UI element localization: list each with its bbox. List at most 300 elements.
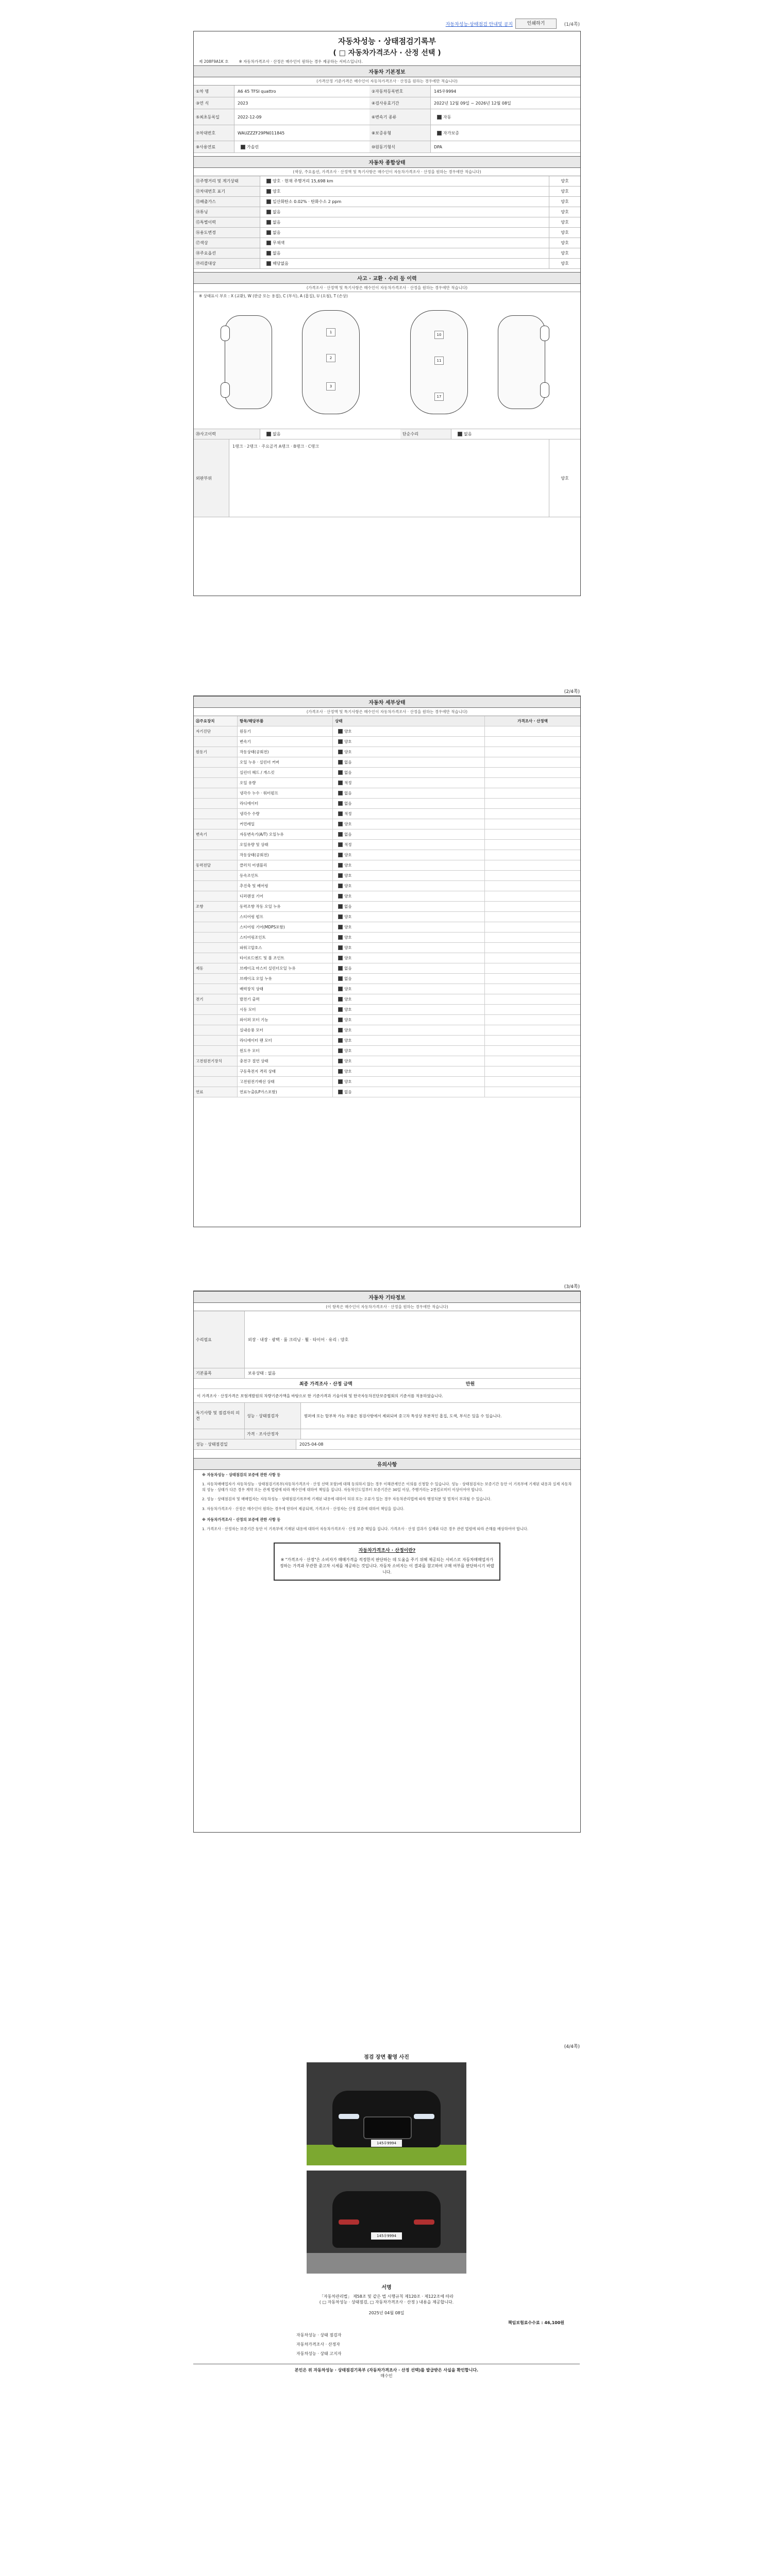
detail-item: 냉각수 수량 [238, 809, 333, 819]
photos-title: 점검 장면 촬영 사진 [364, 2055, 409, 2060]
rear-photo [307, 2171, 466, 2274]
state-row [194, 248, 580, 259]
detail-group [194, 850, 238, 860]
detail-item: 라디에이터 팬 모터 [238, 1036, 333, 1045]
col-device: ㉑주요장치 [194, 716, 238, 726]
detail-state: 양호 [333, 891, 485, 901]
engine-type: DPA [434, 144, 442, 149]
state-result: 양호 [549, 197, 580, 207]
accident-sub: (가격조사 · 산정액 및 특기사항은 매수인이 자동차가격조사 · 산정을 원하는 경우에만 적습니다) [194, 284, 580, 292]
label: ①차 명 [194, 86, 234, 97]
signer-notifier: 자동차성능 · 상태 고지자 [296, 2351, 342, 2356]
inspection-period: 2022년 12월 09일 ~ 2026년 12월 08일 [434, 100, 511, 106]
notice-title: 자동차가격조사 · 산정이란? [358, 1548, 416, 1553]
detail-price [485, 1025, 580, 1035]
page-4 [193, 2050, 580, 2566]
detail-price [485, 902, 580, 911]
label: 성능 · 상태점검자 [245, 1403, 301, 1429]
inspection-date: 2025-04-08 [299, 1442, 324, 1447]
detail-group [194, 768, 238, 777]
detail-state: 없음 [333, 768, 485, 777]
detail-group [194, 1025, 238, 1035]
state-label: ⑫차대번호 표기 [194, 187, 260, 196]
detail-row [194, 1066, 580, 1077]
detail-state: 없음 [333, 799, 485, 808]
detail-row [194, 726, 580, 737]
detail-price [485, 994, 580, 1004]
state-result: 양호 [549, 176, 580, 186]
label: 기본품목 [194, 1368, 245, 1378]
state-result: 양호 [549, 238, 580, 248]
detail-row [194, 799, 580, 809]
detail-price [485, 809, 580, 819]
basic-info-rows [194, 86, 580, 153]
detail-state: 양호 [333, 747, 485, 757]
basic-info-header: 자동차 기본정보 [194, 65, 580, 77]
detail-row [194, 788, 580, 799]
detail-item: 오일유량 및 상태 [238, 840, 333, 850]
detail-row [194, 1036, 580, 1046]
detail-group [194, 953, 238, 963]
state-value: 없음 [260, 250, 283, 256]
accident-status: 없음 [260, 431, 400, 437]
detail-group [194, 933, 238, 942]
detail-group [194, 1066, 238, 1076]
state-row [194, 176, 580, 187]
detail-row [194, 953, 580, 963]
detail-state: 양호 [333, 1015, 485, 1025]
vin: WAUZZZF29PN011845 [238, 130, 285, 135]
label: 가격 · 조사산정자 [245, 1429, 301, 1439]
detail-state: 없음 [333, 757, 485, 767]
detail-state: 양호 [333, 922, 485, 932]
detail-row [194, 943, 580, 953]
detail-row [194, 974, 580, 984]
sign-footer: 본인은 위 자동차성능 · 상태점검기록부 (자동차가격조사 · 산정 선택)를 발급받은 사실을 확인합니다. [193, 2364, 580, 2373]
detail-group: 조향 [194, 902, 238, 911]
detail-state: 양호 [333, 953, 485, 963]
page-2 [193, 696, 581, 1227]
detail-item: 연료누출(LP가스포함) [238, 1087, 333, 1097]
detail-state: 양호 [333, 737, 485, 747]
detail-price [485, 768, 580, 777]
detail-state: 없음 [333, 902, 485, 911]
state-value: 없음 [260, 209, 283, 215]
inspector-opinion: 범퍼에 또는 탈부착 가능 부품은 점검사항에서 제외되며 중고차 특성상 부분적인 흠집, 도색, 부식은 있을 수 있습니다. [304, 1413, 502, 1418]
label: ⑳사고이력 [194, 429, 260, 439]
top-bar [193, 19, 580, 29]
detail-row [194, 963, 580, 974]
label: ④검사유효기간 [369, 97, 431, 109]
notice-text: ※ "가격조사 · 산정"은 소비자가 매매가격을 적정한지 판단하는 데 도움을 주기 위해 제공되는 서비스로 자동차매매업자가 정하는 가격과 무관한 중고차 시세를 제공하는 것입니다. 자동차 소비자는 이 결과를 참고하여 구매 여부를 판단하시기 바랍니다. [279, 1557, 495, 1574]
state-row [194, 238, 580, 248]
detail-group [194, 871, 238, 880]
detail-item: 스티어링조인트 [238, 933, 333, 942]
detail-group: 변속기 [194, 829, 238, 839]
detail-state: 양호 [333, 1005, 485, 1014]
detail-row [194, 768, 580, 778]
state-sub: (색상, 주요옵션, 가격조사 · 산정액 및 특기사항은 매수인이 자동차가격조사 · 산정을 원하는 경우에만 적습니다) [194, 168, 580, 176]
detail-item: 추진축 및 베어링 [238, 881, 333, 891]
guide-title-2: ※ 자동차가격조사 · 산정의 보증에 관한 사항 등 [202, 1517, 281, 1522]
detail-state: 적정 [333, 778, 485, 788]
col-price: 가격조사 · 산정액 [517, 719, 548, 723]
detail-row [194, 881, 580, 891]
label: 성능 · 상태점검일 [194, 1439, 296, 1449]
detail-group: 원동기 [194, 747, 238, 757]
detail-state: 양호 [333, 819, 485, 829]
guide-title-1: ※ 자동차성능 · 상태점검의 보증에 관한 사항 등 [202, 1472, 281, 1477]
detail-group [194, 1015, 238, 1025]
print-button[interactable]: 인쇄하기 [515, 19, 557, 29]
detail-price [485, 1046, 580, 1056]
page-2-number: (2/4쪽) [564, 689, 580, 694]
detail-state: 적정 [333, 840, 485, 850]
label: ⑧보증유형 [369, 125, 431, 141]
car-left-side [225, 315, 272, 409]
accident-legend: ※ 상태표시 부호 : X (교환), W (판금 또는 용접), C (부식), A (흠집), U (요철), T (손상) [199, 294, 348, 298]
detail-group [194, 1077, 238, 1087]
detail-row [194, 912, 580, 922]
detail-group [194, 891, 238, 901]
detail-state: 양호 [333, 871, 485, 880]
detail-sub: (가격조사 · 산정액 및 특기사항은 매수인이 자동차가격조사 · 산정을 원하는 경우에만 적습니다) [194, 708, 580, 716]
page-number: (1/4쪽) [564, 22, 580, 27]
guide-text-3: 3. 자동차가격조사 · 산정은 매수인이 원하는 경우에 한하여 제공되며, 가격조사 · 산정자는 산정 결과에 대하여 책임을 집니다. [202, 1506, 405, 1511]
detail-price [485, 829, 580, 839]
etc-header: 자동차 기타정보 [194, 1291, 580, 1303]
detail-state: 양호 [333, 1066, 485, 1076]
detail-price [485, 1005, 580, 1014]
detail-state: 양호 [333, 943, 485, 953]
detail-price [485, 943, 580, 953]
detail-price [485, 819, 580, 829]
detail-row [194, 757, 580, 768]
warranty-type: 자가보증 [431, 130, 462, 136]
detail-group [194, 757, 238, 767]
state-row [194, 217, 580, 228]
detail-item: 타이로드엔드 및 볼 조인트 [238, 953, 333, 963]
model-year: 2023 [238, 100, 248, 106]
detail-item: 클러치 어셈블리 [238, 860, 333, 870]
detail-group [194, 788, 238, 798]
detail-group [194, 799, 238, 808]
detail-price [485, 963, 580, 973]
detail-item: 배력장치 상태 [238, 984, 333, 994]
state-label: ⑯용도변경 [194, 228, 260, 238]
detail-item: 등속조인트 [238, 871, 333, 880]
basic-info-sub: (가격산정 기준가격은 매수인이 자동차가격조사 · 산정을 원하는 경우에만 적습니다) [194, 77, 580, 86]
detail-price [485, 840, 580, 850]
state-label: ⑮특별이력 [194, 217, 260, 227]
label: ⑤최초등록일 [194, 109, 234, 125]
signers [193, 2326, 580, 2364]
detail-item: 오일 누유 · 실린더 커버 [238, 757, 333, 767]
detail-item: 스티어링 기어(MDPS포함) [238, 922, 333, 932]
detail-group [194, 881, 238, 891]
detail-item: 오일 유량 [238, 778, 333, 788]
detail-item: 브레이크 마스터 실린더오일 누유 [238, 963, 333, 973]
detail-price [485, 1077, 580, 1087]
detail-item: 냉각수 누수 · 워터펌프 [238, 788, 333, 798]
state-row [194, 207, 580, 217]
detail-price [485, 1036, 580, 1045]
detail-state: 없음 [333, 1087, 485, 1097]
car-right-side [498, 315, 545, 409]
state-label: ⑪주행거리 및 계기상태 [194, 176, 260, 186]
sign-law-2: ( □ 자동차성능 · 상태점검, □ 자동차가격조사 · 산정 ) 내용을 제공합니다. [319, 2300, 454, 2304]
detail-state: 양호 [333, 1036, 485, 1045]
col-item: 항목/해당부품 [238, 716, 333, 726]
accident-header: 사고 · 교환 · 수리 등 이력 [194, 272, 580, 284]
detail-state: 양호 [333, 994, 485, 1004]
state-value: 해당없음 [260, 261, 292, 266]
page-3 [193, 1291, 581, 1833]
state-value: 없음 [260, 219, 283, 225]
page-4-number: (4/4쪽) [564, 2044, 580, 2049]
document-title: 자동차성능 · 상태점검기록부 [338, 37, 436, 46]
detail-row [194, 891, 580, 902]
label: 특기사항 및 점검자의 의견 [194, 1403, 245, 1429]
detail-group [194, 1046, 238, 1056]
detail-group: 전기 [194, 994, 238, 1004]
detail-row [194, 850, 580, 860]
detail-price [485, 860, 580, 870]
detail-price [485, 799, 580, 808]
detail-group: 동력전달 [194, 860, 238, 870]
detail-price [485, 726, 580, 736]
detail-group [194, 912, 238, 922]
detail-row [194, 984, 580, 994]
detail-price [485, 912, 580, 922]
plate-label: 145우9994 [371, 2232, 402, 2240]
detail-group: 고전원전기장치 [194, 1056, 238, 1066]
parts-table: 외판부위 1랭크 · 2랭크 · 주요골격 A랭크 · B랭크 · C랭크 양호 [194, 439, 580, 517]
detail-item: 라디에이터 [238, 799, 333, 808]
state-row [194, 259, 580, 269]
state-row [194, 187, 580, 197]
detail-group [194, 974, 238, 984]
detail-group [194, 922, 238, 932]
sign-date: 2025년 04월 08일 [368, 2311, 405, 2315]
detail-price [485, 1087, 580, 1097]
state-value: 양호 [260, 189, 283, 194]
detail-price [485, 984, 580, 994]
label: ⑨사용연료 [194, 141, 234, 152]
detail-price [485, 881, 580, 891]
state-result: 양호 [549, 207, 580, 217]
detail-price [485, 788, 580, 798]
detail-state: 양호 [333, 1046, 485, 1056]
detail-price [485, 922, 580, 932]
detail-state: 양호 [333, 912, 485, 922]
detail-row [194, 922, 580, 933]
detail-item: 시동 모터 [238, 1005, 333, 1014]
detail-group [194, 819, 238, 829]
detail-price [485, 778, 580, 788]
state-value: 무채색 [260, 240, 288, 246]
detail-group: 연료 [194, 1087, 238, 1097]
detail-row [194, 747, 580, 757]
etc-sub: (이 항목은 매수인이 자동차가격조사 · 산정을 원하는 경우에만 적습니다) [194, 1303, 580, 1311]
detail-row [194, 1046, 580, 1056]
label: ⑥변속기 종류 [369, 109, 431, 125]
state-label: ⑰색상 [194, 238, 260, 248]
state-result: 양호 [549, 217, 580, 227]
detail-state: 양호 [333, 984, 485, 994]
detail-price [485, 1015, 580, 1025]
detail-price [485, 974, 580, 984]
detail-group [194, 1005, 238, 1014]
sign-law: 「자동차관리법」 제58조 및 같은 법 시행규칙 제120조 · 제122조에 따라 [320, 2294, 453, 2299]
detail-row [194, 1056, 580, 1066]
accident-result [194, 429, 580, 439]
detail-group [194, 778, 238, 788]
detail-item: 윈도우 모터 [238, 1046, 333, 1056]
document-subtitle: ( □ 자동차가격조사 · 산정 선택 ) [333, 49, 441, 57]
state-result: 양호 [549, 259, 580, 268]
detail-group [194, 1036, 238, 1045]
detail-price [485, 891, 580, 901]
detail-row [194, 829, 580, 840]
state-result: 양호 [549, 187, 580, 196]
detail-price [485, 757, 580, 767]
detail-item: 구동축전지 격리 상태 [238, 1066, 333, 1076]
detail-item: 충전구 절연 상태 [238, 1056, 333, 1066]
detail-group [194, 809, 238, 819]
car-top-view [302, 310, 360, 414]
detail-row [194, 860, 580, 871]
label: ②자동차등록번호 [369, 86, 431, 97]
detail-state: 적정 [333, 809, 485, 819]
detail-row [194, 871, 580, 881]
detail-row [194, 1005, 580, 1015]
sign-title: 서명 [381, 2285, 392, 2291]
detail-state: 양호 [333, 1025, 485, 1035]
detail-price [485, 1066, 580, 1076]
detail-group: 자기진단 [194, 726, 238, 736]
detail-group [194, 737, 238, 747]
detail-state: 양호 [333, 860, 485, 870]
detail-state: 양호 [333, 1056, 485, 1066]
state-value: 없음 [260, 230, 283, 235]
detail-item: 발전기 출력 [238, 994, 333, 1004]
col-state: 상태 [333, 716, 485, 726]
detail-item: 작동상태(공회전) [238, 747, 333, 757]
basic-items: 보유상태 : 없음 [248, 1371, 276, 1376]
detail-state: 양호 [333, 726, 485, 736]
detail-row [194, 933, 580, 943]
signer-pricer: 자동차가격조사 · 산정자 [296, 2342, 340, 2347]
detail-state: 없음 [333, 974, 485, 984]
detail-price [485, 737, 580, 747]
detail-price [485, 1056, 580, 1066]
car-diagram: 1 2 3 10 11 17 [194, 300, 580, 429]
plate-number: 145우9994 [434, 89, 457, 94]
plate-label: 145우9994 [371, 2140, 402, 2147]
detail-row [194, 819, 580, 829]
detail-row [194, 1015, 580, 1025]
detail-item: 파워고압호스 [238, 943, 333, 953]
detail-row [194, 1025, 580, 1036]
detail-item: 와이퍼 모터 기능 [238, 1015, 333, 1025]
detail-state: 없음 [333, 829, 485, 839]
detail-row [194, 778, 580, 788]
detail-item: 실내송풍 모터 [238, 1025, 333, 1035]
state-value: 양호 · 현재 주행거리 15,698 km [260, 178, 337, 184]
detail-state: 양호 [333, 881, 485, 891]
guide-block [194, 1470, 580, 1537]
detail-item: 실린더 헤드 / 개스킷 [238, 768, 333, 777]
detail-row [194, 994, 580, 1005]
repair-status: 없음 [451, 431, 475, 437]
first-registration: 2022-12-09 [238, 114, 262, 120]
detail-state: 없음 [333, 788, 485, 798]
guide-text-2: 2. 성능 · 상태점검자 및 매매업자는 자동차성능 · 상태점검기록부에 기재된 내용에 대하여 허위 또는 오류가 있는 경우 자동차관리법에 따라 행정처분 및 벌칙이 부과될 수 있습니다. [202, 1497, 492, 1502]
notice-link[interactable]: 자동차성능·상태점검 안내및 공지 [445, 22, 513, 27]
repair-needed: 외장 · 내장 · 광택 · 룸 크리닝 · 휠 · 타이어 · 유리 : 양호 [248, 1337, 349, 1342]
detail-row [194, 1077, 580, 1087]
doc-note: ※ 자동차가격조사 · 산정은 매수인이 원하는 경우 제공하는 서비스입니다. [239, 59, 363, 64]
detail-item: 커먼레일 [238, 819, 333, 829]
detail-group [194, 984, 238, 994]
detail-group [194, 943, 238, 953]
fuel: 가솔린 [234, 144, 369, 150]
state-row [194, 197, 580, 207]
front-photo [307, 2062, 466, 2165]
price-title: 최종 가격조사 · 산정 금액 [299, 1382, 352, 1387]
label: ⑩원동기형식 [369, 141, 431, 152]
car-name: A6 45 TFSI quattro [238, 89, 276, 94]
state-result: 양호 [549, 248, 580, 258]
state-result: 양호 [549, 228, 580, 238]
page-3-number: (3/4쪽) [564, 1284, 580, 1290]
etc-rows [194, 1311, 580, 1379]
detail-group [194, 840, 238, 850]
detail-price [485, 933, 580, 942]
detail-price [485, 871, 580, 880]
state-label: ⑲리콜대상 [194, 259, 260, 268]
doc-number: 제 208F9A1K 호 [199, 59, 229, 64]
document-meta [194, 58, 580, 65]
detail-row [194, 1087, 580, 1097]
transmission: 자동 [431, 114, 454, 120]
detail-item: 원동기 [238, 726, 333, 736]
detail-item: 변속기 [238, 737, 333, 747]
price-block [194, 1379, 580, 1450]
state-label: ⑱주요옵션 [194, 248, 260, 258]
state-label: ⑬배출가스 [194, 197, 260, 207]
detail-state: 양호 [333, 933, 485, 942]
signer-inspector: 자동차성능 · 상태 점검자 [296, 2333, 342, 2337]
state-value: 일산화탄소 0.02% · 탄화수소 2 ppm [260, 199, 344, 205]
detail-item: 고전원전기배선 상태 [238, 1077, 333, 1087]
receiver-label: 매수인 [380, 2374, 393, 2378]
detail-state: 양호 [333, 1077, 485, 1087]
state-rows [194, 176, 580, 269]
detail-state: 없음 [333, 963, 485, 973]
detail-table [194, 716, 580, 1097]
page-1 [193, 31, 581, 596]
detail-price [485, 747, 580, 757]
guide-text-4: 1. 가격조사 · 산정자는 보증기간 동안 이 기록부에 기재된 내용에 대하여 자동차가격조사 · 산정 보증 책임을 집니다. 가격조사 · 산정 결과가 실제와 다른 경우 관련 법령에 따라 손해를 배상하여야 합니다. [202, 1526, 529, 1531]
detail-item: 동력조향 작동 오일 누유 [238, 902, 333, 911]
state-label: ⑭튜닝 [194, 207, 260, 217]
state-header: 자동차 종합상태 [194, 156, 580, 168]
detail-state: 양호 [333, 850, 485, 860]
fee-amount: 46,100원 [544, 2320, 564, 2325]
price-text: 이 가격조사 · 산정가격은 보험개발원의 차량기준가액을 바탕으로 한 기준가격과 기술사회 및 한국자동차진단보증협회의 기준서를 적용하였습니다. [197, 1393, 443, 1398]
